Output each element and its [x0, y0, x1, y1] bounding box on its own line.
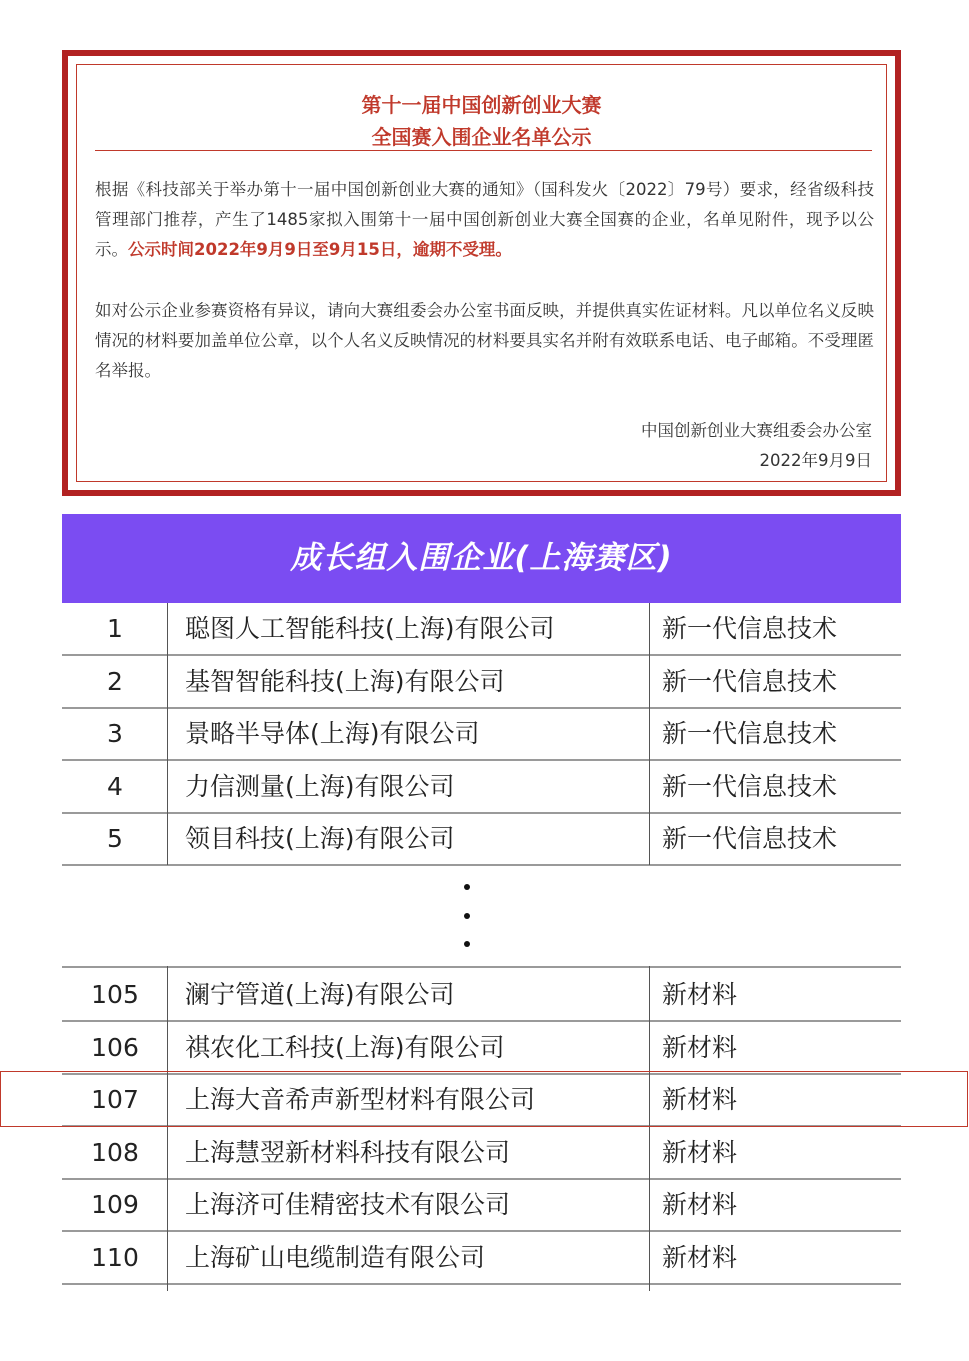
category-label: 新一代信息技术 [662, 719, 838, 748]
row-number: 4 [107, 772, 123, 801]
column-divider [649, 603, 650, 865]
row-number: 108 [91, 1138, 139, 1167]
ellipsis-dot [464, 913, 470, 919]
row-number: 105 [91, 980, 139, 1009]
row-number: 1 [107, 614, 123, 643]
company-name: 聪图人工智能科技(上海)有限公司 [185, 614, 555, 643]
row-number: 109 [91, 1190, 139, 1219]
row-number: 3 [107, 719, 123, 748]
row-number: 107 [91, 1085, 139, 1114]
table-row [62, 708, 901, 761]
category-label: 新一代信息技术 [662, 667, 838, 696]
category-label: 新材料 [662, 1138, 738, 1167]
notice-title-line2: 全国赛入围企业名单公示 [371, 125, 592, 149]
table-row [62, 603, 901, 656]
table-row [62, 656, 901, 709]
notice-inner-frame [76, 64, 887, 482]
company-name: 力信测量(上海)有限公司 [185, 772, 455, 801]
column-divider [649, 966, 650, 1291]
category-label: 新材料 [662, 1190, 738, 1219]
table-row [62, 761, 901, 814]
column-divider [167, 603, 168, 865]
category-label: 新材料 [662, 1033, 738, 1062]
table-row [62, 969, 901, 1022]
company-name: 上海济可佳精密技术有限公司 [185, 1190, 511, 1219]
section-banner: 成长组入围企业(上海赛区) [62, 514, 901, 603]
notice-date: 2022年9月9日 [759, 451, 872, 470]
notice-deadline-highlight: 公示时间2022年9月9日至9月15日，逾期不受理。 [128, 240, 512, 259]
company-name: 上海大音希声新型材料有限公司 [185, 1085, 536, 1114]
table-row [62, 1022, 901, 1075]
highlight-frame [0, 1071, 968, 1127]
category-label: 新材料 [662, 1243, 738, 1272]
company-name: 祺农化工科技(上海)有限公司 [185, 1033, 505, 1062]
notice-box [62, 50, 901, 496]
company-name: 上海慧翌新材料科技有限公司 [185, 1138, 511, 1167]
table-row [62, 1232, 901, 1285]
table-top-rule [62, 966, 901, 968]
company-name: 上海矿山电缆制造有限公司 [185, 1243, 486, 1272]
category-label: 新一代信息技术 [662, 824, 838, 853]
table-row [62, 1179, 901, 1232]
company-name: 景略半导体(上海)有限公司 [185, 719, 480, 748]
category-label: 新材料 [662, 1085, 738, 1114]
company-name: 基智智能科技(上海)有限公司 [185, 667, 505, 696]
title-divider [95, 150, 872, 151]
row-number: 2 [107, 667, 123, 696]
column-divider [167, 966, 168, 1291]
category-label: 新材料 [662, 980, 738, 1009]
company-name: 领目科技(上海)有限公司 [185, 824, 455, 853]
row-number: 106 [91, 1033, 139, 1062]
company-name: 澜宁管道(上海)有限公司 [185, 980, 455, 1009]
row-number: 5 [107, 824, 123, 853]
notice-paragraph-1 [95, 175, 874, 265]
ellipsis-dot [464, 884, 470, 890]
category-label: 新一代信息技术 [662, 772, 838, 801]
row-number: 110 [91, 1243, 139, 1272]
notice-signer: 中国创新创业大赛组委会办公室 [641, 421, 872, 440]
category-label: 新一代信息技术 [662, 614, 838, 643]
notice-paragraph-1-text: 根据《科技部关于举办第十一届中国创新创业大赛的通知》（国科发火〔2022〕79号）要求，经省级科技管理部门推荐，产生了1485家拟入围第十一届中国创新创业大赛全国赛的企业，名单见附件，现予以公示。 [95, 180, 874, 259]
ellipsis-dot [464, 941, 470, 947]
table-row [62, 1127, 901, 1180]
notice-title-line1: 第十一届中国创新创业大赛 [361, 93, 602, 117]
table-row [62, 813, 901, 866]
notice-paragraph-2: 如对公示企业参赛资格有异议，请向大赛组委会办公室书面反映，并提供真实佐证材料。凡以单位名义反映情况的材料要加盖单位公章，以个人名义反映情况的材料要具实名并附有效联系电话、电子邮箱。不受理匿名举报。 [95, 301, 874, 380]
